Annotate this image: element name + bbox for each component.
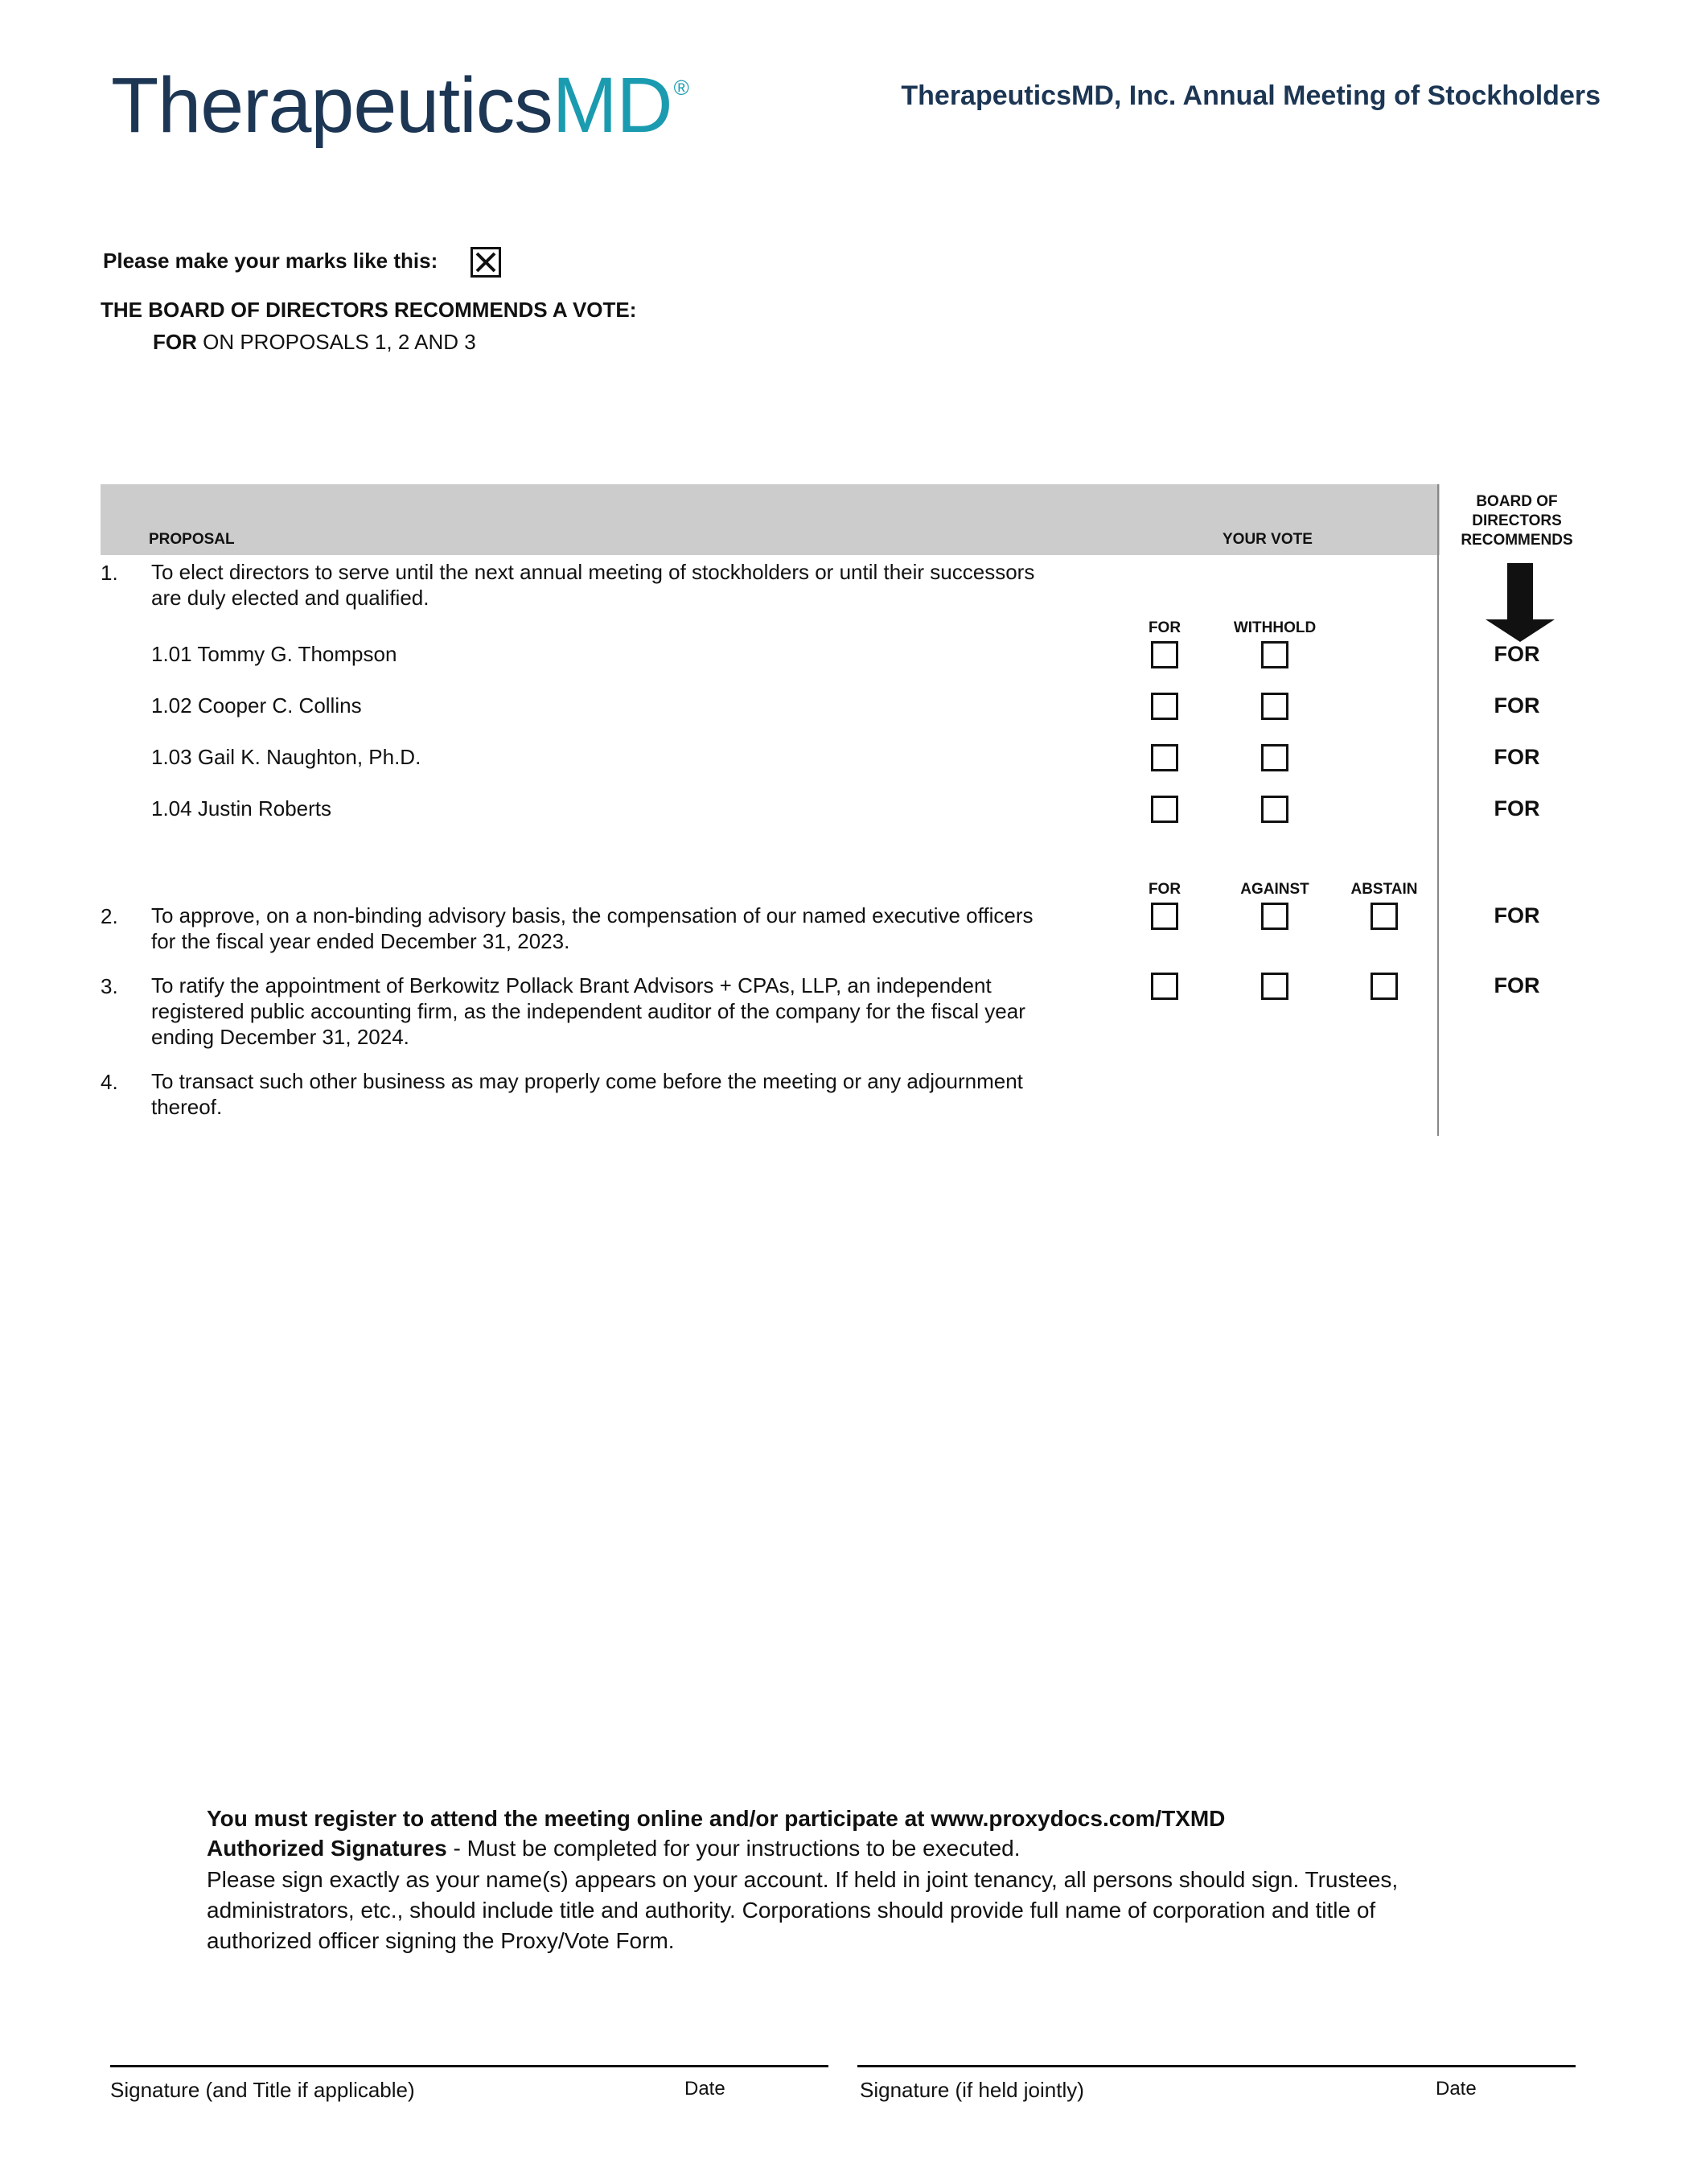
col-board-header [1448,492,1586,550]
logo-word: Therapeutics [111,61,553,149]
date-1-label: Date [684,2078,725,2100]
proposal-4-text [151,1068,1132,1120]
logo-md: MD [552,61,672,149]
nominee-1-withhold-checkbox[interactable] [1261,641,1288,668]
authorized-signatures-line [207,1836,1021,1861]
col-your-vote-header: YOUR VOTE [1223,531,1313,548]
board-for-word: FOR [153,330,197,354]
authorized-signatures-note: - Must be completed for your instructions to be executed. [446,1836,1021,1861]
nominee-2-for-checkbox[interactable] [1151,693,1178,720]
nominee-label: 1.01 Tommy G. Thompson [151,642,397,666]
proposal-2-against-checkbox[interactable] [1261,903,1288,930]
proposal-text-line: To elect directors to serve until the next annual meeting of stockholders or until their successors [151,560,1035,584]
board-recommendation: FOR [1494,973,1540,997]
board-recommendation-summary [153,330,476,355]
proposal-text-line: registered public accounting firm, as the independent auditor of the company for the fiscal year [151,999,1025,1023]
nominee-label: 1.03 Gail K. Naughton, Ph.D. [151,745,421,769]
proposal-2-for-checkbox[interactable] [1151,903,1178,930]
proposal-text-line: for the fiscal year ended December 31, 2023. [151,929,570,953]
board-header-line: DIRECTORS [1472,512,1562,529]
date-2-label: Date [1436,2078,1477,2100]
proposal-3-for-checkbox[interactable] [1151,973,1178,1000]
proposal-text-line: To transact such other business as may properly come before the meeting or any adjournment [151,1069,1023,1093]
signature-1-line[interactable] [110,2065,828,2067]
col-for-header: FOR [1148,619,1181,636]
down-arrow-icon [1484,563,1556,646]
nominee-1-for-checkbox[interactable] [1151,641,1178,668]
board-proposals-text: ON PROPOSALS 1, 2 AND 3 [196,330,476,354]
board-recommendation: FOR [1494,745,1540,769]
proposal-text-line: ending December 31, 2024. [151,1025,409,1049]
board-header-line: BOARD OF [1476,493,1558,510]
proposal-text-line: To approve, on a non-binding advisory basis, the compensation of our named executive officers [151,903,1034,927]
nominee-3-withhold-checkbox[interactable] [1261,744,1288,771]
board-recommendation: FOR [1494,642,1540,666]
signature-2-label: Signature (if held jointly) [860,2078,1084,2102]
nominee-label: 1.04 Justin Roberts [151,796,332,821]
proposal-2-abstain-checkbox[interactable] [1371,903,1398,930]
proposal-text-line: are duly elected and qualified. [151,586,429,610]
proposal-3-abstain-checkbox[interactable] [1371,973,1398,1000]
page-title: TherapeuticsMD, Inc. Annual Meeting of Stockholders [901,80,1601,111]
col-against-header: AGAINST [1240,881,1309,898]
signing-instructions: Please sign exactly as your name(s) appears on your account. If held in joint tenancy, all persons should sign. Trustees, administrators, etc., should include title and authority. Corporations should provide full name of corporation and title of authorized officer signing the Proxy/Vote Form. [207,1867,1399,1953]
marks-instruction: Please make your marks like this: [103,249,438,273]
board-header-line: RECOMMENDS [1461,532,1573,549]
proposal-3-text [151,973,1132,1050]
col-withhold-header: WITHHOLD [1233,619,1317,636]
authorized-signatures-heading: Authorized Signatures [207,1836,447,1861]
nominee-2-withhold-checkbox[interactable] [1261,693,1288,720]
board-recommendation-heading: THE BOARD OF DIRECTORS RECOMMENDS A VOTE: [101,298,637,322]
proposal-2-number: 2. [101,904,118,928]
proposal-3-against-checkbox[interactable] [1261,973,1288,1000]
signature-1-label: Signature (and Title if applicable) [110,2078,415,2102]
proposal-text-line: To ratify the appointment of Berkowitz Pollack Brant Advisors + CPAs, LLP, an independent [151,973,992,997]
col-for-header: FOR [1148,881,1181,898]
registration-notice: You must register to attend the meeting online and/or participate at www.proxydocs.com/TXMD [207,1806,1226,1831]
nominee-4-withhold-checkbox[interactable] [1261,796,1288,823]
proposal-text-line: thereof. [151,1095,223,1119]
proposal-2-text [151,903,1116,954]
company-logo [111,61,688,149]
nominee-label: 1.02 Cooper C. Collins [151,693,362,718]
proposal-1-number: 1. [101,561,118,585]
nominee-3-for-checkbox[interactable] [1151,744,1178,771]
proposal-1-text [151,559,1116,611]
column-divider [1437,484,1439,1136]
nominee-4-for-checkbox[interactable] [1151,796,1178,823]
board-recommendation: FOR [1494,693,1540,718]
sample-mark-icon [471,247,501,278]
logo-registered-mark: ® [673,76,688,100]
col-proposal-header: PROPOSAL [149,531,235,548]
board-recommendation: FOR [1494,903,1540,927]
proposal-3-number: 3. [101,974,118,998]
signature-2-line[interactable] [857,2065,1576,2067]
col-abstain-header: ABSTAIN [1350,881,1418,898]
proposal-4-number: 4. [101,1070,118,1094]
board-recommendation: FOR [1494,796,1540,821]
